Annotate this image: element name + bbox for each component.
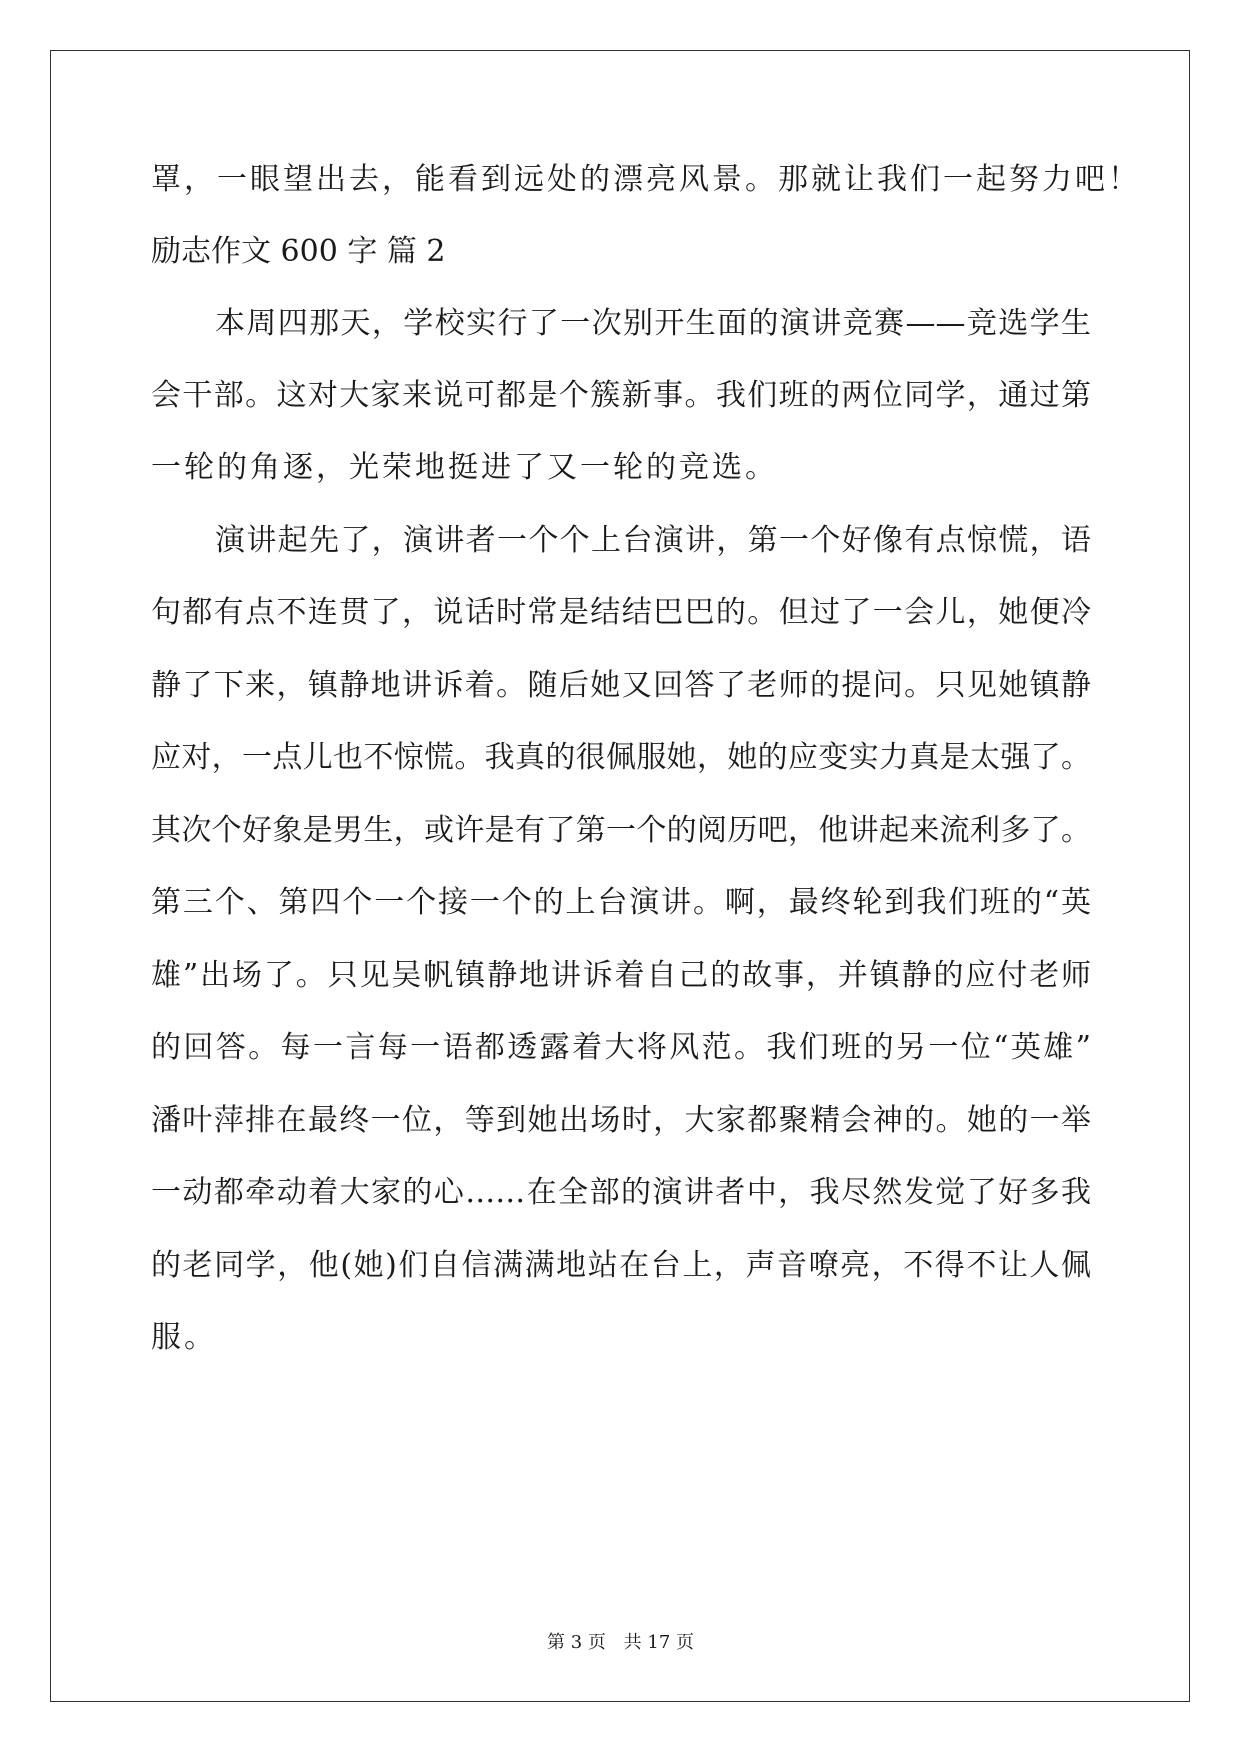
paragraph-2-line-4: 应对，一点儿也不惊慌。我真的很佩服她，她的应变实力真是太强了。	[151, 740, 1091, 775]
paragraph-2-line-12: 服。	[151, 1320, 217, 1355]
paragraph-2-line-8: 的回答。每一言每一语都透露着大将风范。我们班的另一位“英雄”	[151, 1030, 1091, 1065]
page-footer	[0, 1628, 1241, 1654]
paragraph-2-line-1: 演讲起先了，演讲者一个个上台演讲，第一个好像有点惊慌，语	[215, 523, 1091, 558]
paragraph-1-line-3: 一轮的角逐，光荣地挺进了又一轮的竞选。	[151, 450, 778, 485]
text-line: 罩，一眼望出去，能看到远处的漂亮风景。那就让我们一起努力吧！	[151, 162, 1141, 197]
paragraph-2-line-2: 句都有点不连贯了，说话时常是结结巴巴的。但过了一会儿，她便冷	[151, 595, 1091, 630]
paragraph-2-line-10: 一动都牵动着大家的心……在全部的演讲者中，我尽然发觉了好多我	[151, 1175, 1091, 1210]
paragraph-2-line-7: 雄”出场了。只见吴帆镇静地讲诉着自己的故事，并镇静的应付老师	[151, 958, 1091, 993]
page-border	[50, 50, 1190, 1702]
page-number-total: 共 17 页	[623, 1632, 694, 1653]
page-number-current: 第 3 页	[547, 1632, 606, 1653]
paragraph-1-line-1: 本周四那天，学校实行了一次别开生面的演讲竞赛——竞选学生	[215, 306, 1091, 341]
paragraph-2-line-9: 潘叶萍排在最终一位，等到她出场时，大家都聚精会神的。她的一举	[151, 1103, 1091, 1138]
paragraph-1-line-2: 会干部。这对大家来说可都是个簇新事。我们班的两位同学，通过第	[151, 378, 1091, 413]
paragraph-2-line-11: 的老同学，他(她)们自信满满地站在台上，声音嘹亮，不得不让人佩	[151, 1248, 1091, 1283]
paragraph-2-line-3: 静了下来，镇静地讲诉着。随后她又回答了老师的提问。只见她镇静	[151, 668, 1091, 703]
paragraph-2-line-6: 第三个、第四个一个接一个的上台演讲。啊，最终轮到我们班的“英	[151, 885, 1091, 920]
section-heading: 励志作文 600 字 篇 2	[151, 234, 446, 269]
paragraph-2-line-5: 其次个好象是男生，或许是有了第一个的阅历吧，他讲起来流利多了。	[151, 813, 1091, 848]
